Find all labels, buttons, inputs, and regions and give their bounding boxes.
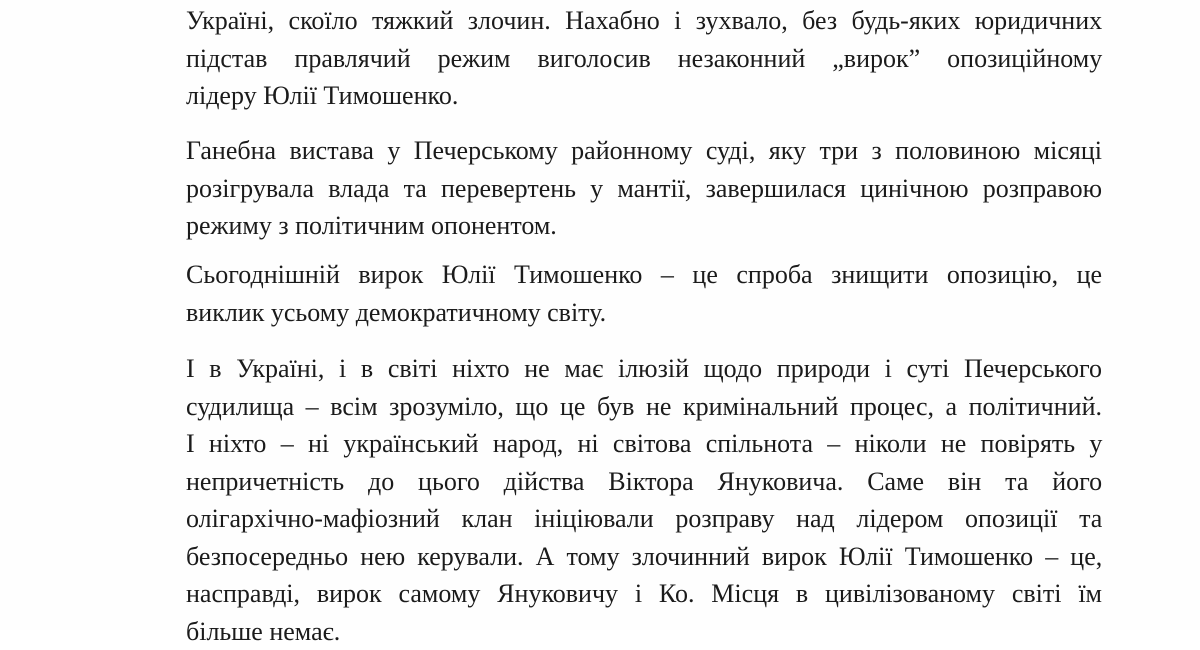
- paragraph-line: безпосередньо нею керували. А тому злочинний вирок Юлії Тимошенко – це,: [186, 538, 1102, 576]
- paragraph-line: розігрувала влада та перевертень у мантії, завершилася цинічною розправою: [186, 170, 1102, 208]
- paragraph-line: судилища – всім зрозуміло, що це був не кримінальний процес, а політичний.: [186, 388, 1102, 426]
- paragraph-1: [186, 2, 1102, 115]
- paragraph-line: Україні, скоїло тяжкий злочин. Нахабно і зухвало, без будь-яких юридичних: [186, 2, 1102, 40]
- paragraph-line: Сьогоднішній вирок Юлії Тимошенко – це спроба знищити опозицію, це: [186, 256, 1102, 294]
- paragraph-line: лідеру Юлії Тимошенко.: [186, 77, 1102, 115]
- paragraph-line: виклик усьому демократичному світу.: [186, 294, 1102, 332]
- paragraph-line: режиму з політичним опонентом.: [186, 207, 1102, 245]
- paragraph-line: непричетність до цього дійства Віктора Януковича. Саме він та його: [186, 463, 1102, 501]
- paragraph-line: Ганебна вистава у Печерському районному суді, яку три з половиною місяці: [186, 132, 1102, 170]
- paragraph-line: І в Україні, і в світі ніхто не має ілюзій щодо природи і суті Печерського: [186, 350, 1102, 388]
- paragraph-line: І ніхто – ні український народ, ні світова спільнота – ніколи не повірять у: [186, 425, 1102, 463]
- paragraph-line: більше немає.: [186, 613, 1102, 650]
- paragraph-line: насправді, вирок самому Януковичу і Ко. Місця в цивілізованому світі їм: [186, 575, 1102, 613]
- paragraph-line: підстав правлячий режим виголосив незаконний „вирок” опозиційному: [186, 40, 1102, 78]
- paragraph-2: [186, 132, 1102, 245]
- paragraph-4: [186, 350, 1102, 650]
- paragraph-line: олігархічно-мафіозний клан ініціювали розправу над лідером опозиції та: [186, 500, 1102, 538]
- paragraph-3: [186, 256, 1102, 331]
